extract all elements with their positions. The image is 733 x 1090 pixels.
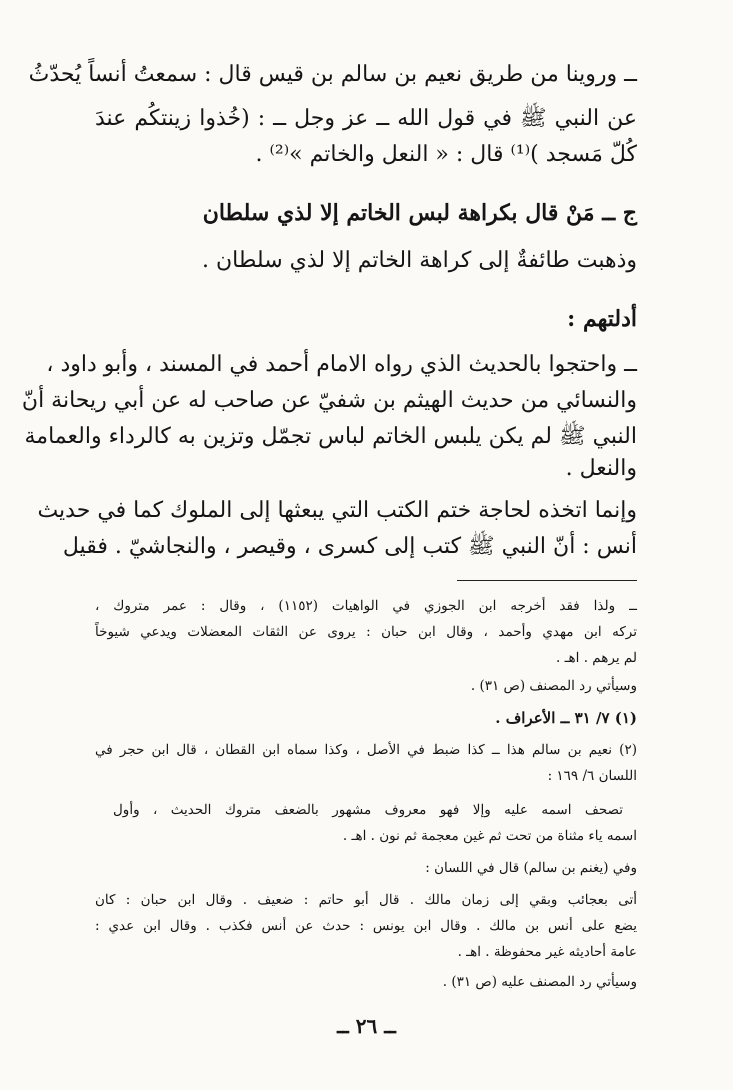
- footnote-1: (١) ٧/ ٣١ ــ الأعراف .: [495, 709, 637, 727]
- page-number: ــ ٢٦ ــ: [337, 1014, 396, 1038]
- footnote-quote-line: تصحف اسمه عليه وإلا فهو معروف مشهور بالضعف متروك الحديث ، وأول: [113, 802, 623, 818]
- footnote-quote-line: عامة أحاديثه غير محفوظة . اهـ .: [457, 944, 637, 960]
- main-text-line: كُلّ مَسجد )⁽¹⁾ قال : « النعل والخاتم »⁽²⁾ .: [255, 142, 637, 167]
- section-heading: ج ــ مَنْ قال بكراهة لبس الخاتم إلا لذي سلطان: [202, 200, 637, 226]
- footnote-quote-line: اسمه ياء مثناة من تحت ثم غين معجمة ثم نون . اهـ .: [342, 828, 637, 844]
- footnote-line: وسيأتي رد المصنف عليه (ص ٣١) .: [442, 974, 637, 990]
- footnote-quote-line: أتى بعجائب وبقي إلى زمان مالك . قال أبو حاتم : ضعيف . وقال ابن حبان : كان: [95, 892, 637, 908]
- footnote-line: وسيأتي رد المصنف (ص ٣١) .: [470, 678, 637, 694]
- footnote-line: لم يرهم . اهـ .: [556, 650, 637, 666]
- main-text-line: والنعل .: [565, 456, 637, 481]
- footnote-2: (٢) نعيم بن سالم هذا ــ كذا ضبط في الأصل ، وكذا سماه ابن القطان ، قال ابن حجر في: [95, 742, 637, 758]
- footnote-line: ــ ولذا فقد أخرجه ابن الجوزي في الواهيات (١١٥٢) ، وقال : عمر متروك ،: [95, 598, 637, 614]
- main-text-line: النبي ﷺ لم يكن يلبس الخاتم لباس تجمّل وتزين به كالرداء والعمامة: [24, 424, 637, 449]
- main-text-line: والنسائي من حديث الهيثم بن شفيّ عن صاحب له عن أبي ريحانة أنّ: [21, 388, 637, 413]
- footnote-line: اللسان ٦/ ١٦٩ :: [547, 768, 637, 784]
- main-text-line: عن النبي ﷺ في قول الله ــ عز وجل ــ : (خُذوا زينتكُم عندَ: [95, 106, 637, 131]
- main-text-line: ــ وروينا من طريق نعيم بن سالم بن قيس قال : سمعتُ أنساً يُحدّثُ: [28, 62, 637, 87]
- main-text-line: ــ واحتجوا بالحديث الذي رواه الامام أحمد في المسند ، وأبو داود ،: [46, 352, 637, 377]
- main-text-line: وذهبت طائفةٌ إلى كراهة الخاتم إلا لذي سلطان .: [202, 248, 637, 273]
- main-text-line: وإنما اتخذه لحاجة ختم الكتب التي يبعثها إلى الملوك كما في حديث: [37, 498, 637, 523]
- footnote-line: تركه ابن مهدي وأحمد ، وقال ابن حبان : يروى عن الثقات المعضلات ويدعي شيوخاً: [95, 624, 637, 640]
- footnote-line: وفي (يغنم بن سالم) قال في اللسان :: [425, 860, 637, 876]
- footnote-separator: [457, 580, 637, 581]
- footnote-quote-line: يضع على أنس بن مالك . وقال ابن يونس : حدث عن أنس فكذب . وقال ابن عدي :: [95, 918, 637, 934]
- subsection-heading: أدلتهم :: [567, 306, 637, 332]
- main-text-line: أنس : أنّ النبي ﷺ كتب إلى كسرى ، وقيصر ، والنجاشيّ . فقيل: [62, 534, 637, 559]
